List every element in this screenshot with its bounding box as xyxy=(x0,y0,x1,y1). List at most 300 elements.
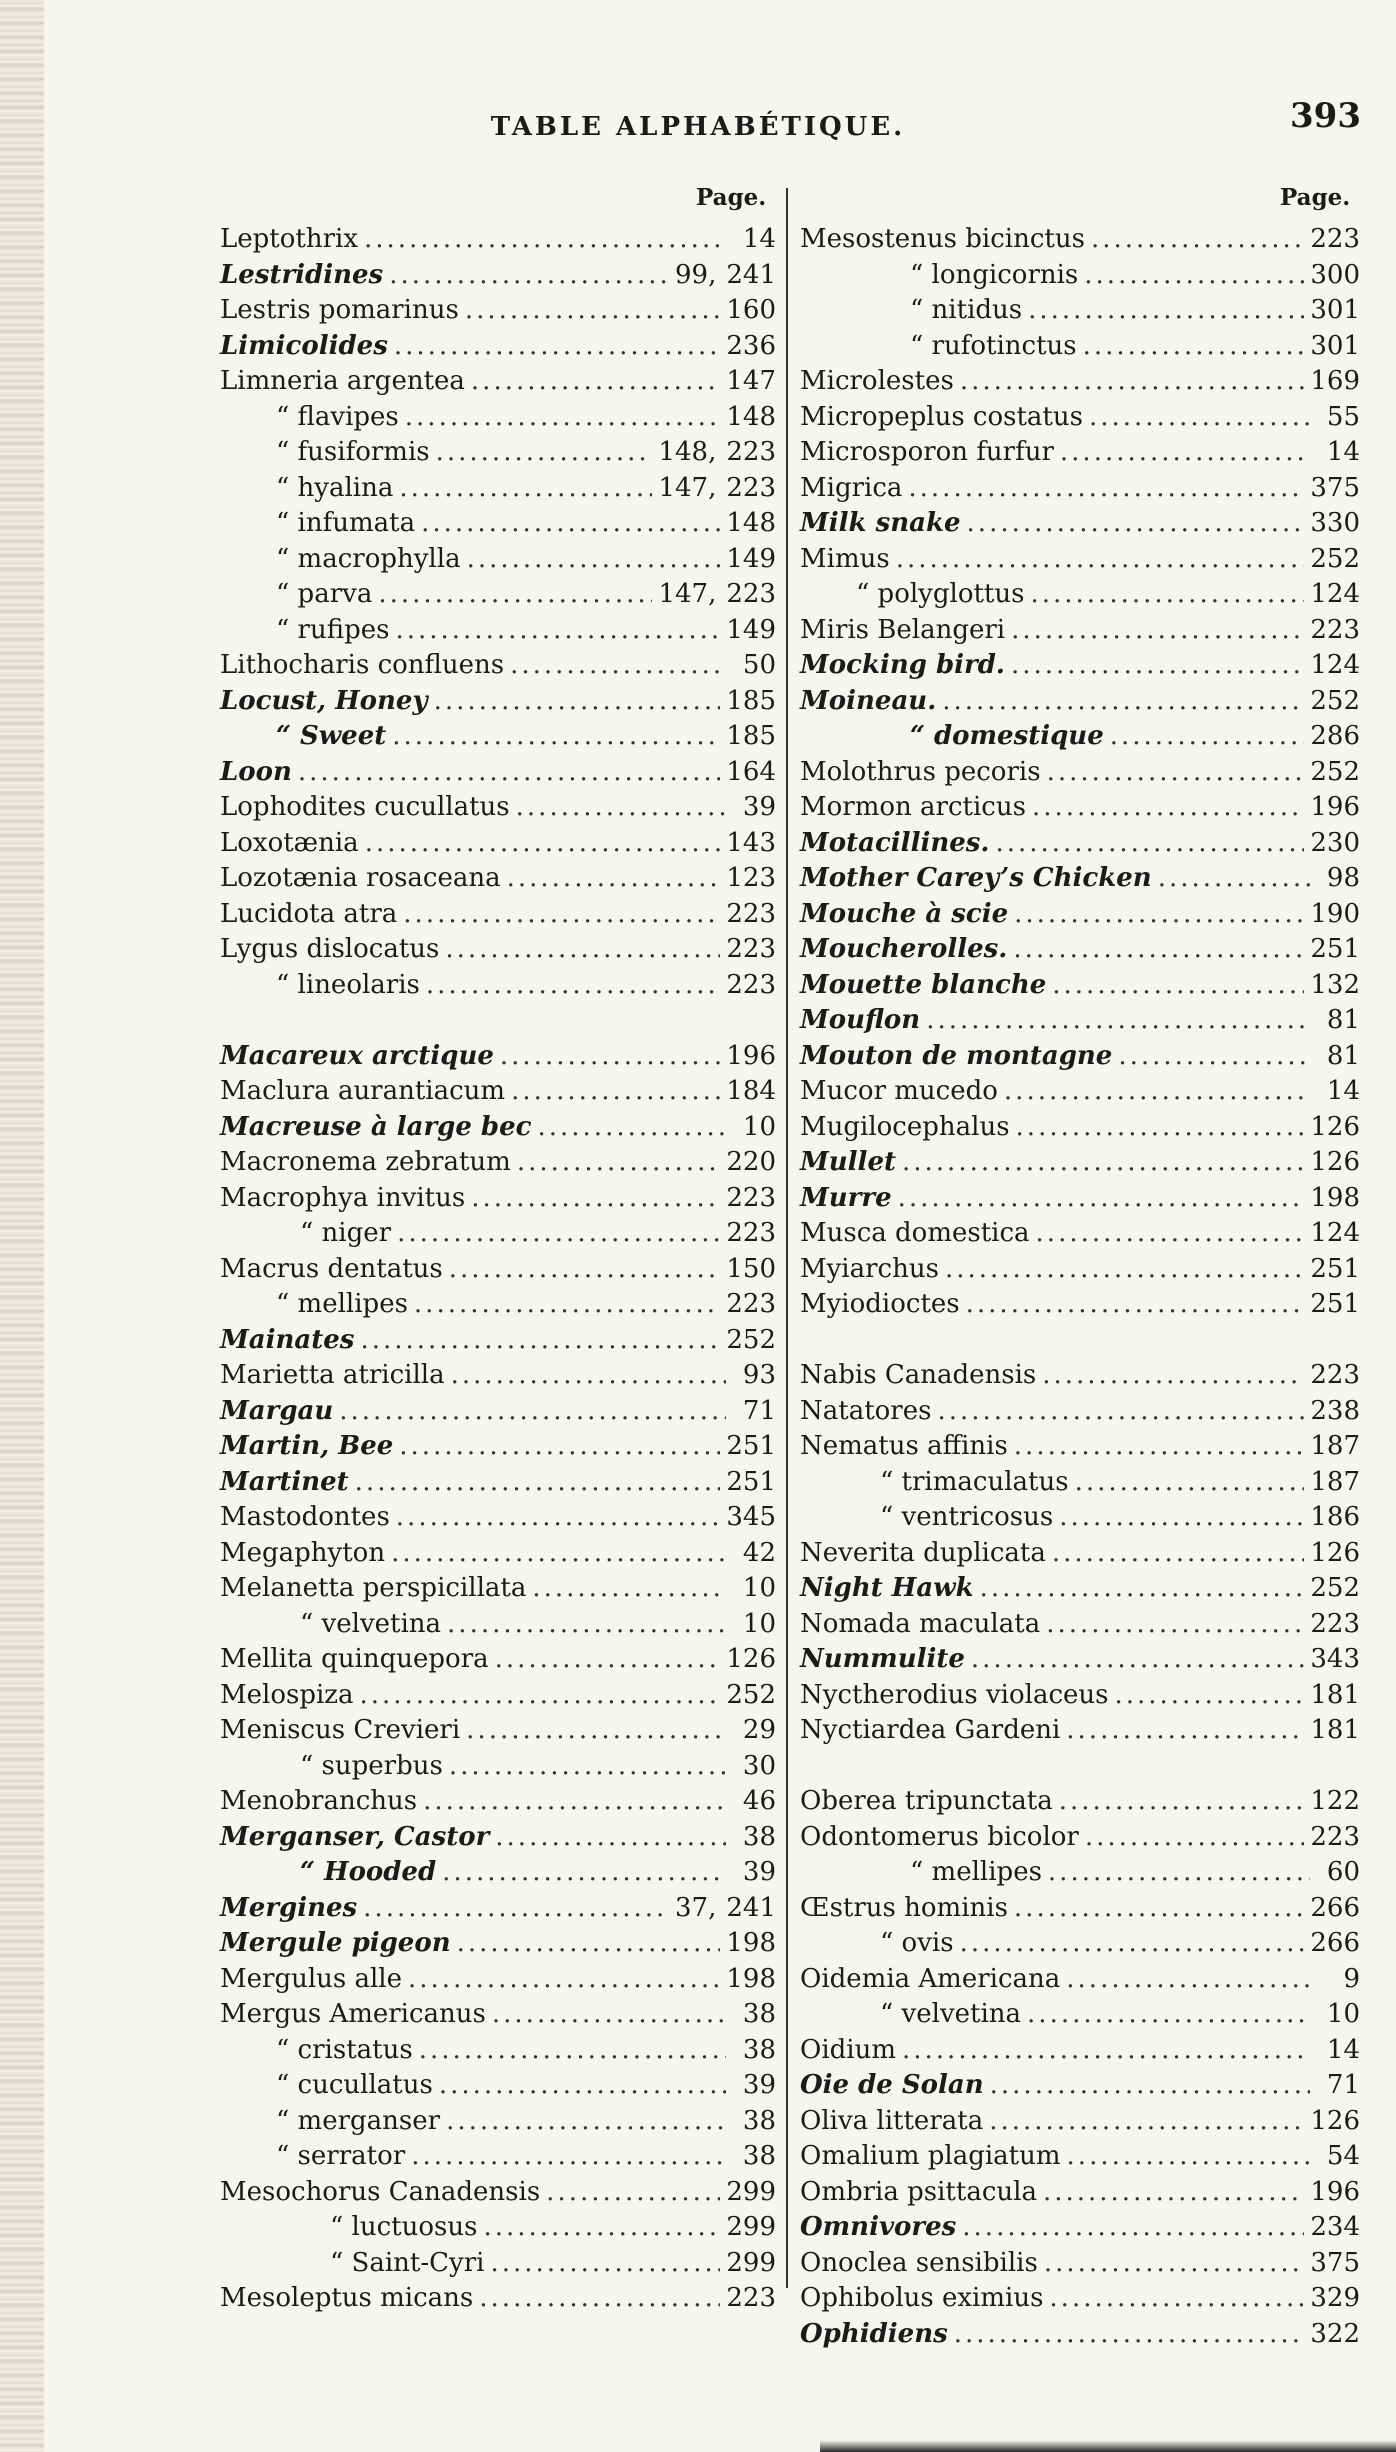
index-entry xyxy=(220,2210,776,2246)
dot-leader xyxy=(902,2033,1310,2069)
index-entry xyxy=(220,1074,776,1110)
entry-page: 60 xyxy=(1326,1857,1360,1887)
dot-leader xyxy=(1075,1465,1305,1501)
index-entry xyxy=(800,648,1360,684)
entry-name: “ niger xyxy=(300,1218,392,1248)
index-entry xyxy=(800,1358,1360,1394)
entry-name: Oberea tripunctata xyxy=(800,1786,1053,1816)
entry-page: 9 xyxy=(1343,1963,1360,1994)
entry-page: 375 xyxy=(1310,472,1360,503)
index-entry xyxy=(800,968,1360,1004)
dot-leader xyxy=(960,1926,1305,1962)
dot-leader xyxy=(898,1181,1305,1217)
entry-page: 181 xyxy=(1310,1679,1360,1710)
index-entry xyxy=(220,435,776,471)
entry-page: 196 xyxy=(1310,792,1360,822)
entry-name: Mergule pigeon xyxy=(220,1928,451,1958)
index-entry xyxy=(220,826,776,862)
entry-page: 42 xyxy=(742,1537,776,1568)
index-entry xyxy=(800,400,1360,436)
entry-name: Moineau. xyxy=(800,685,937,716)
dot-leader xyxy=(445,932,720,968)
dot-leader xyxy=(945,1252,1304,1288)
entry-page: 223 xyxy=(726,472,776,503)
entry-name: “ domestique xyxy=(910,721,1104,751)
index-column-left xyxy=(220,222,776,2317)
index-entry xyxy=(220,968,776,1004)
dot-leader xyxy=(491,2246,721,2282)
entry-page: 322 xyxy=(1310,2318,1360,2349)
entry-name: “ serrator xyxy=(276,2141,406,2171)
index-entry xyxy=(800,1394,1360,1430)
entry-name: Mergines xyxy=(220,1892,358,1923)
dot-leader xyxy=(360,1323,720,1359)
entry-name: Lozotænia rosaceana xyxy=(220,863,501,893)
index-entry xyxy=(800,1216,1360,1252)
entry-page: 220 xyxy=(726,1147,776,1177)
entry-name: Milk snake xyxy=(800,508,961,538)
entry-page: 149 xyxy=(726,614,776,645)
entry-page: 343 xyxy=(1310,1644,1360,1674)
dot-leader xyxy=(396,1500,721,1536)
index-entry xyxy=(220,1287,776,1323)
entry-name: “ hyalina xyxy=(276,472,394,503)
entry-name: Macreuse à large bec xyxy=(220,1111,532,1142)
index-entry xyxy=(800,1536,1360,1572)
index-entry xyxy=(800,435,1360,471)
entry-page: 223 xyxy=(1310,1608,1360,1639)
dot-leader xyxy=(966,1287,1305,1323)
dot-leader xyxy=(1013,932,1304,968)
index-entry xyxy=(220,1536,776,1572)
index-entry xyxy=(220,719,776,755)
dot-leader xyxy=(479,2281,720,2317)
page-title: TABLE ALPHABÉTIQUE. xyxy=(490,112,906,142)
index-entry xyxy=(220,293,776,329)
entry-name: Micropeplus costatus xyxy=(800,401,1083,432)
entry-page: 132 xyxy=(1310,969,1360,1000)
entry-name: Mouflon xyxy=(800,1005,921,1035)
left-column-heading: Page. xyxy=(696,184,767,211)
index-entry xyxy=(800,1642,1360,1678)
dot-leader xyxy=(359,1678,720,1714)
entry-page: 330 xyxy=(1310,508,1360,538)
index-entry xyxy=(800,897,1360,933)
index-entry xyxy=(800,1110,1360,1146)
entry-name: Mother Carey’s Chicken xyxy=(800,863,1152,893)
dot-leader xyxy=(419,2033,726,2069)
dot-leader xyxy=(397,1216,720,1252)
dot-leader xyxy=(355,1465,721,1501)
dot-leader xyxy=(1059,1784,1305,1820)
dot-leader xyxy=(391,1536,726,1572)
index-entry xyxy=(220,1181,776,1217)
dot-leader xyxy=(954,2317,1305,2353)
entry-page: 241 xyxy=(726,1892,776,1923)
entry-page: 230 xyxy=(1310,827,1360,858)
dot-leader xyxy=(423,1784,726,1820)
dot-leader xyxy=(465,293,721,329)
entry-name: Mesostenus bicinctus xyxy=(800,224,1085,254)
entry-page: 39 xyxy=(742,792,776,822)
dot-leader xyxy=(403,897,720,933)
entry-extra-page: 147, xyxy=(658,579,717,609)
entry-name: Œstrus hominis xyxy=(800,1892,1008,1923)
index-entry xyxy=(220,1855,776,1891)
entry-name: “ luctuosus xyxy=(330,2212,478,2242)
page-number: 393 xyxy=(1290,96,1361,136)
entry-page: 251 xyxy=(1310,1253,1360,1284)
dot-leader xyxy=(1049,2281,1304,2317)
entry-name: “ merganser xyxy=(276,2105,441,2136)
dot-leader xyxy=(449,1749,726,1785)
index-column-right xyxy=(800,222,1360,2352)
entry-page: 150 xyxy=(726,1253,776,1284)
dot-leader xyxy=(339,1394,726,1430)
entry-name: Maclura aurantiacum xyxy=(220,1076,506,1106)
entry-page: 50 xyxy=(742,650,776,680)
entry-name: Molothrus pecoris xyxy=(800,756,1041,787)
entry-name: Loon xyxy=(220,756,292,787)
dot-leader xyxy=(516,790,726,826)
entry-name: Ophidiens xyxy=(800,2318,948,2349)
index-entry xyxy=(800,1784,1360,1820)
index-entry xyxy=(800,2210,1360,2246)
dot-leader xyxy=(495,1642,721,1678)
dot-leader xyxy=(399,471,652,507)
entry-name: Merganser, Castor xyxy=(220,1821,490,1852)
entry-name: Neverita duplicata xyxy=(800,1537,1046,1568)
entry-name: Martin, Bee xyxy=(220,1431,394,1461)
entry-name: Mesoleptus micans xyxy=(220,2283,474,2313)
index-entry xyxy=(800,2281,1360,2317)
entry-name: “ trimaculatus xyxy=(880,1466,1069,1497)
dot-leader xyxy=(1052,1536,1305,1572)
dot-leader xyxy=(1042,1358,1304,1394)
index-entry xyxy=(220,790,776,826)
index-entry xyxy=(220,400,776,436)
dot-leader xyxy=(1060,435,1310,471)
entry-page: 187 xyxy=(1310,1466,1360,1497)
entry-name: “ mellipes xyxy=(276,1289,408,1319)
entry-page: 38 xyxy=(742,2141,776,2171)
dot-leader xyxy=(980,1571,1305,1607)
entry-name: “ macrophylla xyxy=(276,543,461,574)
entry-name: Mormon arcticus xyxy=(800,792,1026,822)
index-entry xyxy=(220,2139,776,2175)
index-entry xyxy=(800,684,1360,720)
index-entry xyxy=(220,1429,776,1465)
entry-page: 223 xyxy=(1310,1360,1360,1390)
entry-page: 251 xyxy=(726,1466,776,1497)
entry-name: “ polyglottus xyxy=(856,579,1025,609)
entry-name: Microlestes xyxy=(800,366,954,396)
entry-name: Mugilocephalus xyxy=(800,1111,1010,1142)
index-entry xyxy=(220,2068,776,2104)
entry-name: Mergulus alle xyxy=(220,1963,403,1994)
index-entry xyxy=(220,684,776,720)
index-entry xyxy=(220,1749,776,1785)
entry-page: 81 xyxy=(1326,1005,1360,1035)
entry-page: 266 xyxy=(1310,1892,1360,1923)
dot-leader xyxy=(995,826,1304,862)
dot-leader xyxy=(363,1891,669,1927)
entry-page: 30 xyxy=(742,1750,776,1781)
entry-page: 196 xyxy=(726,1040,776,1071)
index-entry xyxy=(220,2104,776,2140)
index-section-gap xyxy=(800,1323,1360,1359)
dot-leader xyxy=(471,1181,720,1217)
dot-leader xyxy=(1047,755,1305,791)
index-entry xyxy=(220,1571,776,1607)
index-entry xyxy=(800,2104,1360,2140)
entry-name: Odontomerus bicolor xyxy=(800,1821,1079,1852)
entry-page: 223 xyxy=(726,2283,776,2313)
entry-name: Mouton de montagne xyxy=(800,1040,1113,1071)
dot-leader xyxy=(967,506,1305,542)
entry-name: Melanetta perspicillata xyxy=(220,1573,527,1603)
entry-name: Mellita quinquepora xyxy=(220,1644,489,1674)
dot-leader xyxy=(449,1252,721,1288)
entry-page: 81 xyxy=(1326,1040,1360,1071)
dot-leader xyxy=(434,684,721,720)
index-entry xyxy=(800,1571,1360,1607)
dot-leader xyxy=(1059,1500,1304,1536)
dot-leader xyxy=(1085,1820,1305,1856)
entry-page: 10 xyxy=(742,1111,776,1142)
dot-leader xyxy=(1014,1429,1305,1465)
entry-page: 122 xyxy=(1310,1786,1360,1816)
entry-page: 251 xyxy=(726,1431,776,1461)
entry-page: 14 xyxy=(1326,2034,1360,2065)
dot-leader xyxy=(378,577,652,613)
entry-name: Mouche à scie xyxy=(800,898,1009,929)
entry-name: Migrica xyxy=(800,472,903,503)
entry-page: 71 xyxy=(1326,2070,1360,2100)
entry-page: 286 xyxy=(1310,721,1360,751)
entry-page: 148 xyxy=(726,401,776,432)
index-entry xyxy=(220,1039,776,1075)
index-entry xyxy=(220,1891,776,1927)
index-entry xyxy=(220,542,776,578)
entry-name: Mastodontes xyxy=(220,1502,390,1532)
entry-name: “ infumata xyxy=(276,508,416,538)
dot-leader xyxy=(421,506,720,542)
entry-name: Loxotænia xyxy=(220,827,359,858)
entry-page: 46 xyxy=(742,1786,776,1816)
index-entry xyxy=(800,1252,1360,1288)
entry-page: 251 xyxy=(1310,1289,1360,1319)
entry-page: 375 xyxy=(1310,2247,1360,2278)
dot-leader xyxy=(532,1571,726,1607)
entry-page: 301 xyxy=(1310,330,1360,361)
index-entry xyxy=(800,506,1360,542)
entry-page: 98 xyxy=(1326,863,1360,893)
index-entry xyxy=(220,1962,776,1998)
index-entry xyxy=(800,2175,1360,2211)
entry-page: 223 xyxy=(1310,614,1360,645)
dot-leader xyxy=(1016,1110,1305,1146)
entry-name: Nummulite xyxy=(800,1644,965,1674)
entry-name: Ophibolus eximius xyxy=(800,2283,1044,2313)
index-entry xyxy=(220,897,776,933)
page-edge-shadow xyxy=(0,0,44,2452)
entry-name: Oie de Solan xyxy=(800,2070,984,2100)
index-entry xyxy=(220,2246,776,2282)
entry-page: 126 xyxy=(1310,1537,1360,1568)
entry-name: Meniscus Crevieri xyxy=(220,1715,461,1745)
index-entry xyxy=(220,755,776,791)
entry-name: Lithocharis confluens xyxy=(220,650,505,680)
entry-name: “ cristatus xyxy=(276,2034,413,2065)
column-divider xyxy=(786,188,788,2288)
dot-leader xyxy=(1011,613,1304,649)
dot-leader xyxy=(1083,329,1305,365)
entry-name: Ombria psittacula xyxy=(800,2176,1037,2207)
index-entry xyxy=(220,613,776,649)
entry-page: 187 xyxy=(1310,1431,1360,1461)
dot-leader xyxy=(467,542,721,578)
dot-leader xyxy=(546,2175,720,2211)
dot-leader xyxy=(411,2139,726,2175)
entry-page: 300 xyxy=(1310,259,1360,290)
dot-leader xyxy=(1044,2246,1305,2282)
index-entry xyxy=(800,471,1360,507)
index-section-gap xyxy=(220,1003,776,1039)
dot-leader xyxy=(971,1642,1304,1678)
index-entry xyxy=(220,222,776,258)
index-entry xyxy=(220,364,776,400)
entry-page: 39 xyxy=(742,2070,776,2100)
entry-name: Myiodioctes xyxy=(800,1289,960,1319)
index-entry xyxy=(800,790,1360,826)
index-entry xyxy=(800,1962,1360,1998)
dot-leader xyxy=(962,2210,1304,2246)
entry-name: “ rufotinctus xyxy=(910,330,1077,361)
index-entry xyxy=(220,1358,776,1394)
entry-name: “ velvetina xyxy=(880,1999,1022,2029)
entry-name: “ rufipes xyxy=(276,614,390,645)
entry-name: Megaphyton xyxy=(220,1537,386,1568)
index-entry xyxy=(220,471,776,507)
entry-name: Macareux arctique xyxy=(220,1040,494,1071)
entry-name: Menobranchus xyxy=(220,1786,418,1816)
dot-leader xyxy=(942,684,1304,720)
entry-name: Mesochorus Canadensis xyxy=(220,2176,541,2207)
index-entry xyxy=(220,932,776,968)
entry-page: 234 xyxy=(1310,2212,1360,2242)
entry-page: 241 xyxy=(726,259,776,290)
entry-name: Miris Belangeri xyxy=(800,614,1006,645)
dot-leader xyxy=(436,435,653,471)
index-entry xyxy=(800,1287,1360,1323)
dot-leader xyxy=(1114,1678,1304,1714)
entry-name: Locust, Honey xyxy=(220,685,428,716)
entry-page: 223 xyxy=(726,1289,776,1319)
entry-page: 126 xyxy=(1310,1147,1360,1177)
index-entry xyxy=(800,1145,1360,1181)
entry-name: Mouette blanche xyxy=(800,969,1047,1000)
index-entry xyxy=(800,1855,1360,1891)
dot-leader xyxy=(365,826,721,862)
entry-page: 299 xyxy=(726,2247,776,2278)
entry-name: “ longicornis xyxy=(910,259,1079,290)
entry-name: Oidemia Americana xyxy=(800,1963,1061,1994)
entry-name: Myiarchus xyxy=(800,1253,939,1284)
entry-page: 147 xyxy=(726,366,776,396)
entry-name: Limneria argentea xyxy=(220,366,465,396)
dot-leader xyxy=(446,2104,726,2140)
dot-leader xyxy=(1110,719,1305,755)
entry-page: 185 xyxy=(726,721,776,751)
entry-name: Microsporon furfur xyxy=(800,437,1054,467)
dot-leader xyxy=(414,1287,720,1323)
dot-leader xyxy=(902,1145,1304,1181)
entry-page: 223 xyxy=(726,579,776,609)
entry-page: 38 xyxy=(742,2105,776,2136)
entry-name: “ Saint-Cyri xyxy=(330,2247,485,2278)
dot-leader xyxy=(483,2210,720,2246)
entry-name: “ velvetina xyxy=(300,1608,442,1639)
dot-leader xyxy=(960,364,1305,400)
index-entry xyxy=(800,542,1360,578)
entry-page: 223 xyxy=(1310,224,1360,254)
index-entry xyxy=(800,1181,1360,1217)
dot-leader xyxy=(1048,1855,1310,1891)
index-entry xyxy=(220,506,776,542)
index-entry xyxy=(220,577,776,613)
entry-page: 299 xyxy=(726,2176,776,2207)
index-entry xyxy=(220,1713,776,1749)
index-entry xyxy=(800,861,1360,897)
entry-name: Omnivores xyxy=(800,2212,957,2242)
entry-page: 29 xyxy=(742,1715,776,1745)
index-entry xyxy=(220,2033,776,2069)
entry-name: Oidium xyxy=(800,2034,896,2065)
entry-name: Mullet xyxy=(800,1147,896,1177)
dot-leader xyxy=(1084,258,1304,294)
entry-name: Martinet xyxy=(220,1466,349,1497)
entry-page: 345 xyxy=(726,1502,776,1532)
dot-leader xyxy=(1030,577,1304,613)
index-entry xyxy=(800,1465,1360,1501)
index-entry xyxy=(220,1678,776,1714)
index-entry xyxy=(220,1784,776,1820)
index-entry xyxy=(220,1642,776,1678)
entry-page: 14 xyxy=(742,224,776,254)
index-entry xyxy=(220,1926,776,1962)
index-entry xyxy=(800,1926,1360,1962)
index-entry xyxy=(800,1713,1360,1749)
entry-name: “ parva xyxy=(276,579,373,609)
dot-leader xyxy=(442,1855,726,1891)
index-entry xyxy=(800,826,1360,862)
dot-leader xyxy=(537,1110,726,1146)
page-bottom-shadow xyxy=(820,2440,1396,2452)
index-entry xyxy=(800,2068,1360,2104)
dot-leader xyxy=(507,861,721,897)
entry-page: 198 xyxy=(726,1928,776,1958)
index-entry xyxy=(800,1997,1360,2033)
index-entry xyxy=(220,1997,776,2033)
dot-leader xyxy=(500,1039,720,1075)
entry-name: “ mellipes xyxy=(910,1857,1042,1887)
entry-page: 223 xyxy=(726,437,776,467)
dot-leader xyxy=(1089,400,1310,436)
index-entry xyxy=(220,1465,776,1501)
index-entry xyxy=(220,1252,776,1288)
dot-leader xyxy=(1027,1997,1310,2033)
